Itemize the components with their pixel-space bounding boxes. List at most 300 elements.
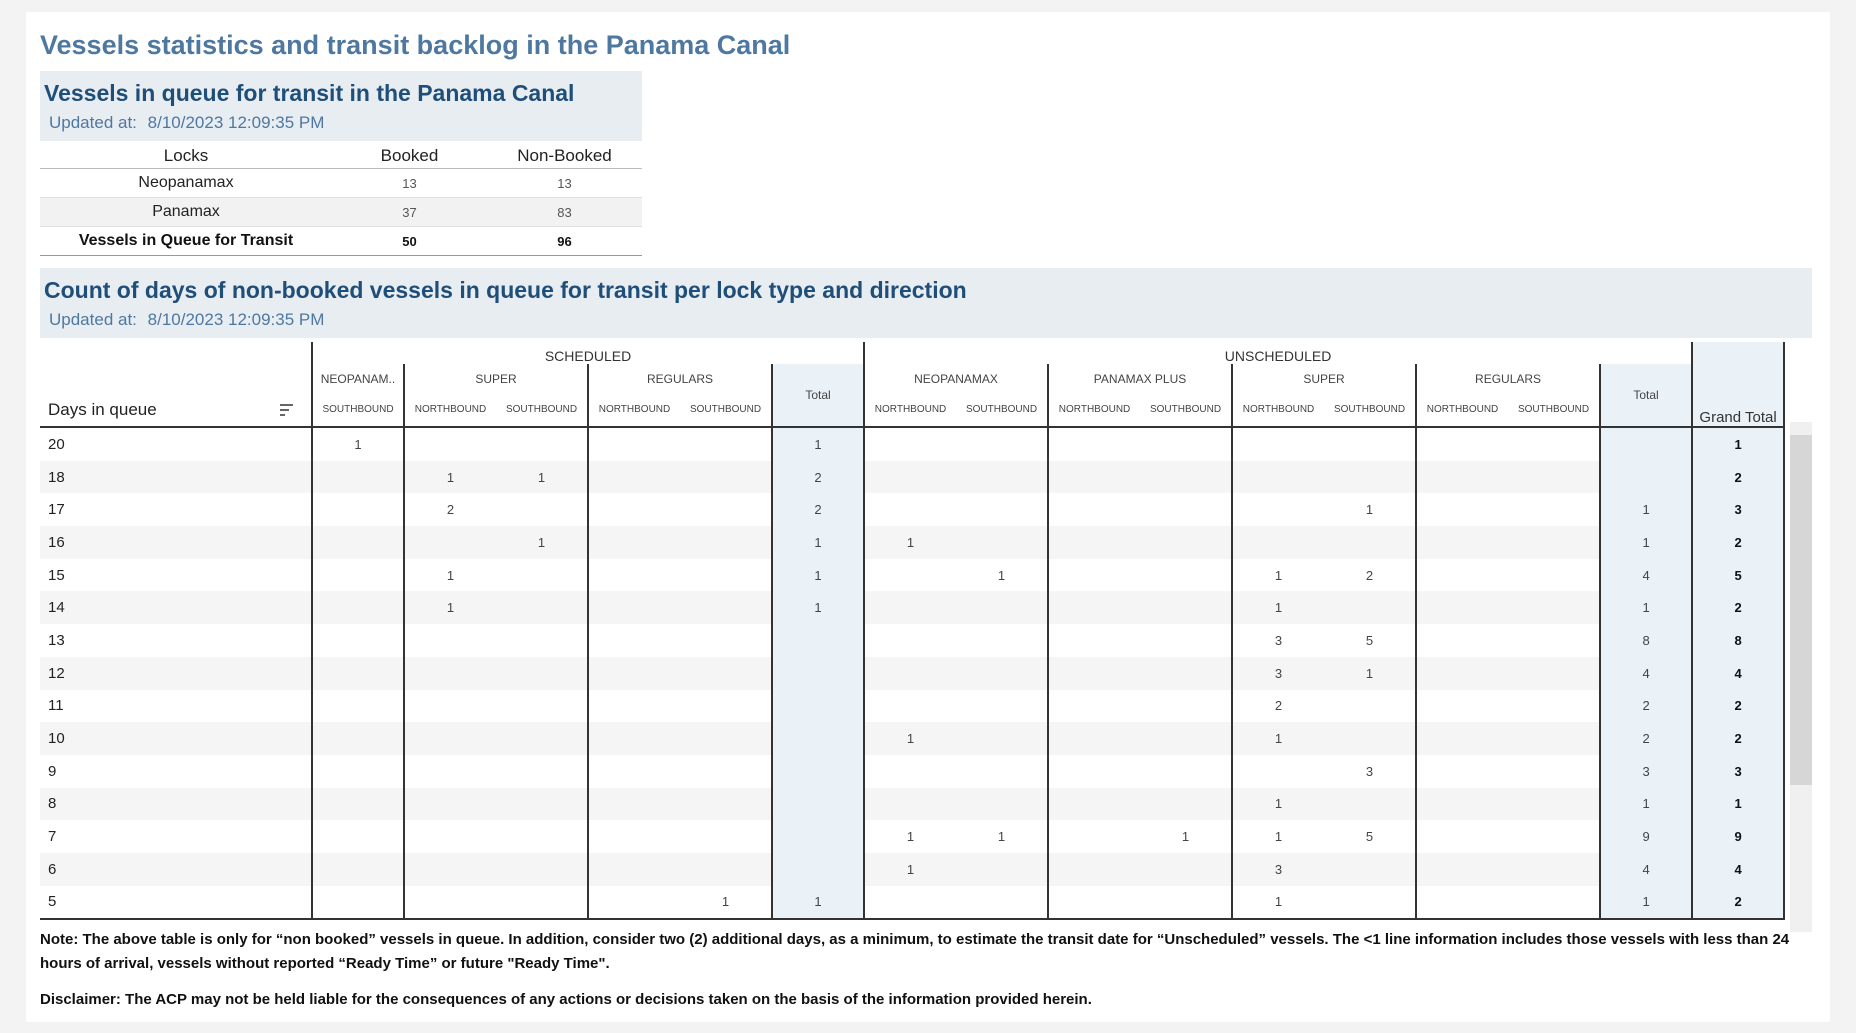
direction-northbound: NORTHBOUND (1232, 393, 1324, 427)
unsched-neopanamax-south-cell (956, 624, 1048, 657)
grand-total-cell: 2 (1692, 526, 1784, 559)
table-row[interactable] (40, 690, 1784, 723)
grand-total-cell: 3 (1692, 755, 1784, 788)
unsched-panamax-plus-south-cell (1140, 624, 1232, 657)
day-value: 9 (48, 762, 57, 780)
sched-regulars-north-cell (588, 493, 680, 526)
sched-super-south-cell (496, 559, 588, 592)
unsched-super-north-cell: 1 (1232, 591, 1324, 624)
grand-total-cell: 3 (1692, 493, 1784, 526)
sched-total-cell (772, 657, 864, 690)
unsched-regulars-north-cell (1416, 493, 1508, 526)
sched-super-south-cell (496, 853, 588, 886)
unsched-regulars-north-cell (1416, 591, 1508, 624)
sched-regulars-north-cell (588, 690, 680, 723)
unsched-neopanamax-north-cell (864, 559, 956, 592)
direction-southbound: SOUTHBOUND (1517, 404, 1590, 415)
sched-regulars-south-cell (680, 591, 772, 624)
disclaimer-text: Disclaimer: The ACP may not be held liable for the consequences of any actions or decisions taken on the basis of the information provided herein. (40, 991, 1092, 1008)
unsched-panamax-plus-south-cell (1140, 853, 1232, 886)
unsched-super-north-cell: 3 (1232, 657, 1324, 690)
unsched-total-cell (1600, 427, 1692, 461)
table-row[interactable] (40, 493, 1784, 526)
table-row[interactable] (40, 461, 1784, 494)
total-row[interactable] (40, 227, 642, 256)
grand-total-cell: 1 (1692, 427, 1784, 461)
sched-neopanamax-south-cell (312, 722, 404, 755)
sched-regulars-south-cell (680, 624, 772, 657)
unsched-regulars-south-cell (1508, 427, 1600, 461)
unsched-neopanamax-north-cell (864, 461, 956, 494)
unsched-panamax-plus-north-cell (1048, 427, 1140, 461)
note-text: Note: The above table is only for “non booked” vessels in queue. In addition, consider two (2) additional days, as a minimum, to estimate the transit date for “Unscheduled” vessels. The <1 line information includes those vessels with less than 24 hours of arrival, vessels without reported “Ready Time” or future "Ready Time". (40, 931, 1790, 972)
sched-regulars-north-cell (588, 624, 680, 657)
sched-total-cell: 2 (772, 493, 864, 526)
unsched-neopanamax-north-cell (864, 427, 956, 461)
day-value: 14 (40, 591, 312, 624)
table-row[interactable] (40, 559, 1784, 592)
sched-regulars-north-cell (588, 461, 680, 494)
table-row[interactable] (40, 169, 642, 198)
unsched-neopanamax-south-cell (956, 690, 1048, 723)
queue-summary-header (40, 71, 642, 141)
unsched-total-cell: 4 (1600, 657, 1692, 690)
unsched-panamax-plus-south-cell: 1 (1181, 829, 1190, 845)
sched-regulars-south-cell: 1 (680, 886, 772, 920)
unsched-neopanamax-south-cell (956, 853, 1048, 886)
unsched-super-north-cell (1232, 526, 1324, 559)
unsched-super-north-cell: 1 (1232, 820, 1324, 853)
sched-super-north-cell: 1 (404, 461, 496, 494)
sched-super-south-cell (496, 886, 588, 920)
unsched-regulars-north-cell (1416, 690, 1508, 723)
unsched-neopanamax-north-cell (864, 493, 956, 526)
unsched-total-cell: 2 (1600, 722, 1692, 755)
unsched-total-cell: 4 (1600, 853, 1692, 886)
sched-regulars-south-cell (680, 559, 772, 592)
sched-neopanamax-south-cell (312, 657, 404, 690)
unsched-regulars-south-cell (1508, 788, 1600, 821)
sched-total-cell: 1 (772, 559, 864, 592)
sched-total-cell (772, 788, 864, 821)
day-value: 11 (48, 697, 64, 715)
table-row[interactable] (40, 788, 1784, 821)
unsched-total-cell (1600, 461, 1692, 494)
col-locks: Locks (40, 144, 332, 169)
non-booked-value: 13 (487, 169, 642, 198)
unsched-super-north-cell: 3 (1232, 853, 1324, 886)
sched-neopanamax-south-cell (312, 690, 404, 723)
unsched-super-north-cell (1232, 427, 1324, 461)
queue-summary-table (40, 144, 642, 256)
sched-neopanamax-south-cell (312, 559, 404, 592)
sched-regulars-north-cell (588, 559, 680, 592)
unsched-panamax-plus-south-cell (1140, 493, 1232, 526)
sched-neopanamax-south-cell: 1 (312, 427, 404, 461)
unsched-panamax-plus-north-cell (1048, 461, 1140, 494)
table-row[interactable] (40, 526, 1784, 559)
sched-neopanamax-south-cell (312, 461, 404, 494)
sched-regulars-north-cell (588, 853, 680, 886)
scrollbar-thumb[interactable] (1790, 435, 1812, 785)
unsched-super-south-cell: 5 (1365, 632, 1374, 648)
table-row[interactable] (40, 591, 1784, 624)
unsched-super-north-cell: 3 (1232, 624, 1324, 657)
unsched-panamax-plus-north-cell (1048, 820, 1140, 853)
direction-southbound: SOUTHBOUND (1333, 404, 1406, 415)
day-value: 6 (40, 853, 312, 886)
unsched-regulars-north-cell (1416, 461, 1508, 494)
sched-regulars-north-cell (588, 788, 680, 821)
unsched-panamax-plus-header: PANAMAX PLUS (1048, 364, 1232, 393)
unsched-neopanamax-south-cell (956, 591, 1048, 624)
unsched-neopanamax-south-cell (956, 722, 1048, 755)
unsched-super-south-cell (1324, 788, 1416, 821)
unsched-super-south-cell: 1 (1365, 502, 1374, 518)
unsched-panamax-plus-north-cell (1048, 526, 1140, 559)
sched-neopanamax-south-cell (312, 526, 404, 559)
unsched-regulars-south-cell (1508, 526, 1600, 559)
unsched-panamax-plus-south-cell (1140, 427, 1232, 461)
unsched-neopanamax-north-cell (864, 690, 956, 723)
unsched-regulars-south-cell (1508, 559, 1600, 592)
table-row[interactable] (40, 624, 1784, 657)
unsched-total-cell: 1 (1600, 886, 1692, 920)
unsched-panamax-plus-north-cell (1048, 722, 1140, 755)
direction-southbound: SOUTHBOUND (965, 404, 1038, 415)
unsched-super-south-cell (1324, 886, 1416, 920)
table-row[interactable] (40, 755, 1784, 788)
sched-super-south-cell (496, 493, 588, 526)
unsched-neopanamax-south-cell (956, 526, 1048, 559)
sched-regulars-south-cell (680, 853, 772, 886)
direction-southbound: SOUTHBOUND (312, 393, 404, 427)
lock-name: Panamax (40, 198, 332, 227)
page-title: Vessels statistics and transit backlog in the Panama Canal (40, 30, 791, 60)
scheduled-header: SCHEDULED (312, 342, 864, 364)
direction-northbound: NORTHBOUND (864, 393, 956, 427)
sched-regulars-south-cell (680, 493, 772, 526)
unsched-regulars-south-cell (1508, 493, 1600, 526)
unsched-neopanamax-north-cell (864, 624, 956, 657)
sched-total-cell (772, 820, 864, 853)
non-booked-value: 96 (487, 227, 642, 256)
sched-super-north-cell (404, 526, 496, 559)
sched-total-cell (772, 853, 864, 886)
updated-label: Updated at: (49, 113, 137, 132)
unsched-neopanamax-north-cell (864, 755, 956, 788)
unsched-neopanamax-south-cell: 1 (997, 829, 1006, 845)
table-row[interactable] (40, 886, 1784, 920)
unsched-super-north-cell (1232, 493, 1324, 526)
days-table-updated (49, 310, 324, 330)
unsched-neopanamax-north-cell: 1 (864, 722, 956, 755)
unsched-neopanamax-south-cell (956, 493, 1048, 526)
unsched-regulars-north-cell (1416, 624, 1508, 657)
grand-total-cell: 4 (1692, 657, 1784, 690)
days-in-queue-table (40, 342, 1785, 920)
unsched-neopanamax-north-cell: 1 (864, 526, 956, 559)
unsched-neopanamax-north-cell: 1 (864, 853, 956, 886)
grand-total-cell: 4 (1692, 853, 1784, 886)
unsched-super-south-cell (1324, 526, 1416, 559)
unsched-panamax-plus-north-cell (1048, 591, 1140, 624)
day-value: 8 (40, 788, 312, 821)
unsched-regulars-south-cell (1508, 722, 1600, 755)
grand-total-cell: 2 (1692, 886, 1784, 920)
unsched-super-north-cell: 2 (1232, 690, 1324, 723)
day-value: 15 (48, 566, 65, 584)
unsched-panamax-plus-north-cell (1048, 624, 1140, 657)
grand-total-cell: 8 (1692, 624, 1784, 657)
days-table-body (40, 427, 1784, 919)
sched-regulars-north-cell (588, 427, 680, 461)
day-value: 18 (40, 461, 312, 494)
unsched-panamax-plus-south-cell (1140, 690, 1232, 723)
sched-total-cell: 1 (772, 427, 864, 461)
unsched-regulars-south-cell (1508, 591, 1600, 624)
sched-regulars-north-cell (588, 755, 680, 788)
sched-neopanamax-south-cell (312, 788, 404, 821)
sched-regulars-south-cell (680, 461, 772, 494)
unsched-panamax-plus-south-cell (1140, 526, 1232, 559)
unsched-regulars-north-cell (1416, 755, 1508, 788)
table-row[interactable] (40, 427, 1784, 461)
sched-super-header: SUPER (404, 364, 588, 393)
sched-super-south-cell (496, 722, 588, 755)
sched-neopanamax-south-cell (312, 820, 404, 853)
unsched-super-south-cell (1324, 853, 1416, 886)
sched-regulars-north-cell (588, 591, 680, 624)
sort-icon[interactable] (280, 404, 293, 416)
unsched-panamax-plus-north-cell (1048, 690, 1140, 723)
sched-super-south-cell (496, 755, 588, 788)
unsched-panamax-plus-north-cell (1048, 657, 1140, 690)
unsched-regulars-south-cell (1508, 461, 1600, 494)
table-row[interactable] (40, 853, 1784, 886)
unsched-neopanamax-south-cell (956, 886, 1048, 920)
unsched-super-north-cell: 1 (1232, 788, 1324, 821)
unsched-neopanamax-south-cell (956, 461, 1048, 494)
sched-total-cell: 2 (772, 461, 864, 494)
sched-total-cell: 1 (772, 591, 864, 624)
grand-total-cell: 2 (1692, 690, 1784, 723)
unsched-regulars-south-cell (1508, 624, 1600, 657)
unsched-super-south-cell (1324, 461, 1416, 494)
unsched-super-north-cell (1232, 461, 1324, 494)
sched-regulars-south-cell (680, 722, 772, 755)
unsched-panamax-plus-south-cell (1140, 788, 1232, 821)
sched-total-header: Total (772, 364, 864, 427)
grand-total-cell: 9 (1692, 820, 1784, 853)
sched-super-north-cell (404, 886, 496, 920)
unsched-total-cell: 1 (1600, 591, 1692, 624)
unsched-regulars-south-cell (1508, 886, 1600, 920)
unsched-neopanamax-south-cell (956, 788, 1048, 821)
sched-super-north-cell: 2 (404, 493, 496, 526)
unsched-super-south-cell: 2 (1365, 567, 1374, 583)
unsched-panamax-plus-south-cell (1140, 755, 1232, 788)
day-value: 5 (40, 886, 312, 920)
grand-total-cell: 2 (1692, 461, 1784, 494)
unsched-total-cell: 1 (1600, 526, 1692, 559)
vertical-scrollbar[interactable] (1790, 422, 1812, 932)
table-row[interactable] (40, 198, 642, 227)
sched-super-south-cell: 1 (496, 526, 588, 559)
sched-regulars-south-cell (680, 657, 772, 690)
unsched-panamax-plus-south-cell (1140, 657, 1232, 690)
sched-super-south-cell (496, 657, 588, 690)
unsched-total-cell: 2 (1600, 690, 1692, 723)
days-table-header (40, 268, 1812, 338)
sched-super-south-cell (496, 820, 588, 853)
sched-super-south-cell (496, 624, 588, 657)
sched-regulars-north-cell (588, 526, 680, 559)
sched-super-south-cell (496, 690, 588, 723)
unsched-panamax-plus-south-cell (1140, 461, 1232, 494)
unsched-neopanamax-south-cell: 1 (997, 567, 1006, 583)
unsched-regulars-north-cell (1416, 886, 1508, 920)
unsched-regulars-south-cell (1508, 853, 1600, 886)
day-value: 17 (48, 501, 65, 519)
sched-super-north-cell (404, 657, 496, 690)
sched-regulars-south-cell (680, 788, 772, 821)
booked-value: 13 (332, 169, 487, 198)
day-value: 12 (40, 657, 312, 690)
unsched-super-header: SUPER (1232, 364, 1416, 393)
sched-super-north-cell (404, 788, 496, 821)
direction-northbound: NORTHBOUND (1416, 393, 1508, 427)
table-row[interactable] (40, 722, 1784, 755)
unsched-super-north-cell (1232, 755, 1324, 788)
sched-super-north-cell (404, 853, 496, 886)
unsched-panamax-plus-north-cell (1048, 559, 1140, 592)
unsched-super-south-cell (1324, 722, 1416, 755)
direction-southbound: SOUTHBOUND (505, 404, 578, 415)
unsched-panamax-plus-north-cell (1048, 853, 1140, 886)
unsched-neopanamax-header: NEOPANAMAX (864, 364, 1048, 393)
sched-neopanamax-south-cell (312, 624, 404, 657)
sched-neopanamax-south-cell (312, 886, 404, 920)
unsched-total-cell: 3 (1600, 755, 1692, 788)
unsched-neopanamax-south-cell (956, 657, 1048, 690)
sched-neopanamax-south-cell (312, 493, 404, 526)
booked-value: 50 (332, 227, 487, 256)
sched-regulars-south-cell (680, 427, 772, 461)
unscheduled-header: UNSCHEDULED (864, 342, 1692, 364)
unsched-total-cell: 1 (1600, 493, 1692, 526)
grand-total-cell: 1 (1692, 788, 1784, 821)
sched-super-north-cell (404, 624, 496, 657)
unsched-total-cell: 4 (1600, 559, 1692, 592)
dashboard-page (26, 12, 1830, 1022)
sched-neopanamax-south-cell (312, 755, 404, 788)
unsched-regulars-south-cell (1508, 755, 1600, 788)
unsched-neopanamax-south-cell (956, 755, 1048, 788)
unsched-panamax-plus-north-cell (1048, 886, 1140, 920)
sched-neopanamax-south-cell (312, 853, 404, 886)
grand-total-header: Grand Total (1692, 342, 1784, 427)
non-booked-value: 83 (487, 198, 642, 227)
sched-total-cell: 1 (772, 886, 864, 920)
grand-total-cell: 2 (1692, 591, 1784, 624)
booked-value: 37 (332, 198, 487, 227)
unsched-super-north-cell: 1 (1232, 886, 1324, 920)
sched-super-north-cell (404, 820, 496, 853)
unsched-regulars-north-cell (1416, 526, 1508, 559)
sched-super-north-cell: 1 (404, 591, 496, 624)
lock-name: Neopanamax (40, 169, 332, 198)
unsched-regulars-south-cell (1508, 820, 1600, 853)
unsched-regulars-north-cell (1416, 788, 1508, 821)
grand-total-cell: 2 (1692, 722, 1784, 755)
unsched-panamax-plus-south-cell (1140, 591, 1232, 624)
day-value: 7 (48, 828, 57, 846)
table-row[interactable] (40, 820, 1784, 853)
sched-super-south-cell (496, 427, 588, 461)
sched-regulars-north-cell (588, 657, 680, 690)
table-row[interactable] (40, 657, 1784, 690)
sched-total-cell (772, 722, 864, 755)
unsched-super-north-cell: 1 (1232, 559, 1324, 592)
col-non-booked: Non-Booked (487, 144, 642, 169)
unsched-regulars-north-cell (1416, 559, 1508, 592)
day-value: 20 (48, 435, 65, 453)
sched-regulars-south-cell (680, 526, 772, 559)
days-table-title: Count of days of non-booked vessels in queue for transit per lock type and direction (44, 277, 967, 303)
unsched-neopanamax-north-cell (864, 886, 956, 920)
unsched-panamax-plus-south-cell (1140, 559, 1232, 592)
unsched-super-north-cell: 1 (1232, 722, 1324, 755)
direction-northbound: NORTHBOUND (588, 393, 680, 427)
unsched-regulars-north-cell (1416, 820, 1508, 853)
days-in-queue-header[interactable] (40, 342, 312, 427)
direction-northbound: NORTHBOUND (1048, 393, 1140, 427)
unsched-neopanamax-north-cell (864, 788, 956, 821)
sched-regulars-south-cell (680, 755, 772, 788)
queue-summary-title: Vessels in queue for transit in the Panama Canal (44, 80, 575, 106)
unsched-regulars-north-cell (1416, 853, 1508, 886)
day-value: 10 (40, 722, 312, 755)
unsched-panamax-plus-south-cell (1140, 722, 1232, 755)
unsched-neopanamax-north-cell: 1 (864, 820, 956, 853)
unsched-super-south-cell: 5 (1365, 829, 1374, 845)
unsched-regulars-south-cell (1508, 657, 1600, 690)
unsched-regulars-north-cell (1416, 657, 1508, 690)
updated-value: 8/10/2023 12:09:35 PM (147, 310, 325, 329)
sched-total-cell (772, 755, 864, 788)
updated-label: Updated at: (49, 310, 137, 329)
unsched-super-south-cell (1324, 591, 1416, 624)
unsched-regulars-south-cell (1508, 690, 1600, 723)
sched-total-cell: 1 (772, 526, 864, 559)
queue-summary-updated (49, 113, 324, 133)
unsched-panamax-plus-north-cell (1048, 788, 1140, 821)
sched-super-south-cell (496, 591, 588, 624)
unsched-regulars-header: REGULARS (1416, 364, 1600, 393)
unsched-super-south-cell (1324, 427, 1416, 461)
unsched-total-cell: 8 (1600, 624, 1692, 657)
unsched-super-south-cell (1324, 690, 1416, 723)
day-value: 13 (48, 631, 65, 649)
updated-value: 8/10/2023 12:09:35 PM (147, 113, 325, 132)
sched-super-south-cell (496, 788, 588, 821)
unsched-panamax-plus-north-cell (1048, 493, 1140, 526)
sched-neopanamax-header: NEOPANAM.. (312, 364, 404, 393)
days-header-label: Days in queue (48, 400, 157, 419)
sched-super-north-cell (404, 427, 496, 461)
sched-super-north-cell (404, 755, 496, 788)
